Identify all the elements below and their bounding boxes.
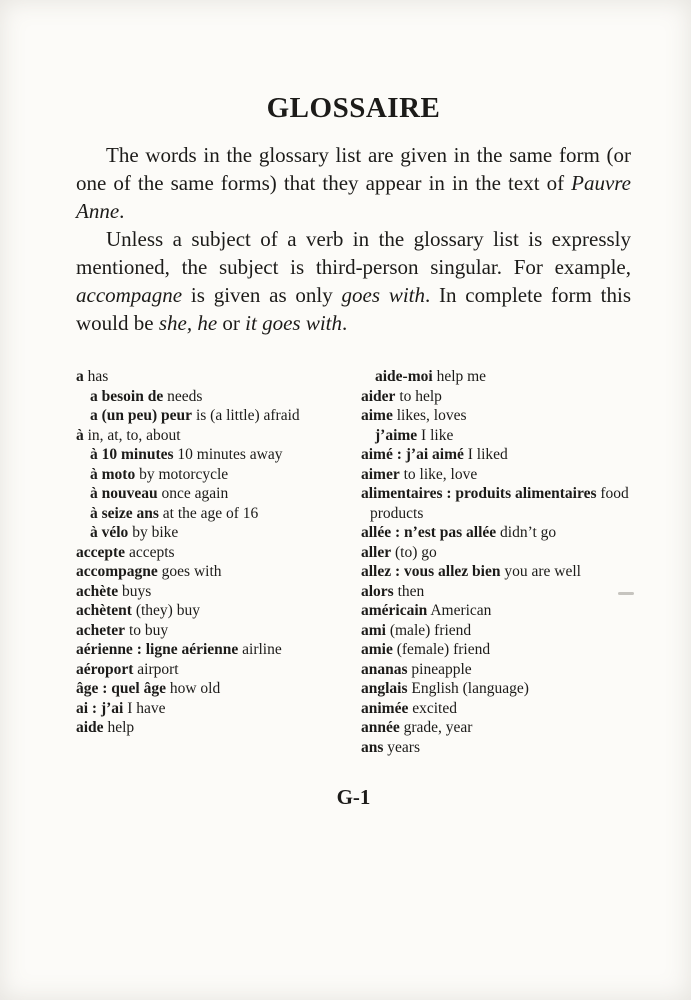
entry-term: âge : quel âge bbox=[76, 680, 166, 697]
italic-text: it goes with bbox=[245, 311, 342, 335]
glossary-entry bbox=[375, 426, 631, 446]
glossary-entry bbox=[76, 543, 341, 563]
entry-term: amie bbox=[361, 641, 393, 658]
entry-definition: to like, love bbox=[399, 465, 478, 483]
entry-term: à bbox=[76, 426, 84, 444]
entry-definition: to buy bbox=[125, 621, 169, 639]
entry-term: allée : n’est pas allée bbox=[361, 524, 497, 541]
glossary-entry bbox=[361, 484, 631, 523]
entry-definition: years bbox=[383, 738, 420, 756]
italic-text: she, he bbox=[158, 311, 218, 335]
body-text: or bbox=[217, 311, 246, 335]
entry-definition: how old bbox=[165, 680, 221, 697]
body-text: The words in the glossary list are given in the same form (or one of the same forms) that they appear in in the text of bbox=[76, 143, 631, 195]
entry-term: accompagne bbox=[76, 563, 158, 580]
entry-term: acheter bbox=[76, 621, 126, 639]
entry-term: aimer bbox=[361, 465, 400, 483]
entry-term: alors bbox=[361, 582, 394, 600]
entry-definition: (male) friend bbox=[385, 621, 472, 639]
glossary-entry bbox=[90, 406, 341, 426]
entry-definition: in, at, to, about bbox=[83, 426, 181, 444]
body-text: . bbox=[119, 199, 125, 223]
glossary-entry bbox=[90, 504, 341, 524]
glossary-entry bbox=[76, 699, 341, 719]
entry-definition: food products bbox=[370, 485, 629, 522]
entry-definition: likes, loves bbox=[392, 407, 467, 424]
glossary-entry bbox=[361, 445, 631, 465]
entry-term: achètent bbox=[76, 602, 132, 619]
entry-term: ans bbox=[361, 738, 384, 756]
scan-edge-mark bbox=[618, 592, 634, 595]
entry-definition: English (language) bbox=[407, 680, 529, 697]
entry-term: allez : vous allez bien bbox=[361, 563, 501, 580]
entry-definition: airline bbox=[238, 641, 282, 658]
entry-definition: grade, year bbox=[399, 719, 473, 736]
glossary-entry bbox=[361, 543, 631, 563]
glossary-column-left bbox=[76, 367, 341, 757]
glossary-entry bbox=[361, 718, 631, 738]
intro-paragraph bbox=[76, 225, 631, 337]
glossary-entry bbox=[76, 426, 341, 446]
glossary-entry bbox=[76, 367, 341, 387]
glossary-entry bbox=[375, 367, 631, 387]
body-text: is given as only bbox=[182, 283, 342, 307]
glossary-column-right bbox=[361, 367, 631, 757]
entry-term: aime bbox=[361, 407, 393, 424]
entry-definition: American bbox=[427, 602, 492, 619]
entry-definition: excited bbox=[408, 699, 457, 717]
italic-text: accompagne bbox=[76, 283, 183, 307]
entry-definition: I liked bbox=[463, 446, 508, 463]
glossary-entry bbox=[361, 640, 631, 660]
entry-definition: you are well bbox=[500, 563, 581, 580]
entry-definition: (to) go bbox=[391, 543, 437, 561]
glossary bbox=[76, 367, 631, 757]
entry-term: américain bbox=[361, 602, 428, 619]
page-title: GLOSSAIRE bbox=[266, 92, 441, 124]
italic-text: Pauvre Anne bbox=[76, 171, 631, 223]
glossary-entry bbox=[90, 465, 341, 485]
glossary-entry bbox=[361, 660, 631, 680]
entry-term: aérienne : ligne aérienne bbox=[76, 641, 239, 658]
entry-term: a bbox=[76, 368, 84, 385]
glossary-entry bbox=[90, 387, 341, 407]
glossary-entry bbox=[361, 387, 631, 407]
intro-section bbox=[76, 141, 631, 337]
entry-term: j’aime bbox=[375, 426, 418, 444]
glossary-entry bbox=[76, 679, 341, 699]
entry-definition: then bbox=[393, 582, 425, 600]
entry-definition: I like bbox=[417, 426, 454, 444]
entry-term: anglais bbox=[361, 680, 408, 697]
glossary-entry bbox=[361, 562, 631, 582]
entry-definition: airport bbox=[133, 660, 179, 678]
glossary-entry bbox=[361, 406, 631, 426]
glossary-entry bbox=[361, 679, 631, 699]
entry-term: aider bbox=[361, 387, 396, 405]
entry-term: aimé : j’ai aimé bbox=[361, 446, 464, 463]
body-text: Unless a subject of a verb in the glossary list is expressly mentioned, the subject is third-person singular. For example, bbox=[76, 227, 631, 279]
entry-term: aéroport bbox=[76, 660, 134, 678]
entry-term: à 10 minutes bbox=[90, 446, 174, 463]
glossary-entry bbox=[90, 523, 341, 543]
entry-definition: by bike bbox=[128, 524, 179, 541]
glossary-entry bbox=[361, 582, 631, 602]
entry-definition: didn’t go bbox=[496, 524, 557, 541]
entry-term: a besoin de bbox=[90, 387, 164, 405]
entry-term: à vélo bbox=[90, 524, 129, 541]
entry-definition: 10 minutes away bbox=[173, 446, 283, 463]
entry-definition: needs bbox=[163, 387, 203, 405]
entry-definition: has bbox=[83, 368, 109, 385]
entry-term: à seize ans bbox=[90, 504, 159, 522]
entry-definition: pineapple bbox=[407, 660, 472, 678]
entry-definition: (female) friend bbox=[392, 641, 491, 658]
glossary-entry bbox=[76, 660, 341, 680]
entry-term: ami bbox=[361, 621, 386, 639]
entry-term: animée bbox=[361, 699, 409, 717]
body-text: . In complete form this would be bbox=[76, 283, 631, 335]
entry-definition: goes with bbox=[157, 563, 222, 580]
entry-term: à nouveau bbox=[90, 485, 158, 502]
entry-term: a (un peu) peur bbox=[90, 407, 193, 424]
glossary-entry bbox=[361, 699, 631, 719]
glossary-entry bbox=[90, 445, 341, 465]
glossary-entry bbox=[76, 582, 341, 602]
glossary-entry bbox=[361, 465, 631, 485]
entry-definition: I have bbox=[123, 699, 166, 717]
entry-term: année bbox=[361, 719, 400, 736]
entry-definition: help bbox=[103, 719, 135, 736]
entry-definition: to help bbox=[395, 387, 442, 405]
entry-term: ai : j’ai bbox=[76, 699, 124, 717]
italic-text: goes with bbox=[341, 283, 425, 307]
glossary-entry bbox=[76, 640, 341, 660]
glossary-entry bbox=[76, 718, 341, 738]
entry-term: ananas bbox=[361, 660, 408, 678]
entry-term: achète bbox=[76, 582, 119, 600]
entry-term: aller bbox=[361, 543, 392, 561]
glossary-entry bbox=[90, 484, 341, 504]
glossary-entry bbox=[76, 562, 341, 582]
entry-term: alimentaires : produits alimentaires bbox=[361, 485, 597, 502]
entry-definition: accepts bbox=[125, 543, 175, 561]
glossary-entry bbox=[361, 601, 631, 621]
entry-definition: at the age of 16 bbox=[158, 504, 259, 522]
page-number: G-1 bbox=[336, 785, 371, 809]
glossary-entry bbox=[76, 621, 341, 641]
glossary-entry bbox=[361, 621, 631, 641]
intro-paragraph bbox=[76, 141, 631, 225]
entry-definition: is (a little) afraid bbox=[192, 407, 300, 424]
body-text: . bbox=[342, 311, 348, 335]
entry-term: accepte bbox=[76, 543, 126, 561]
entry-definition: by motorcycle bbox=[135, 465, 229, 483]
glossary-entry bbox=[76, 601, 341, 621]
entry-term: aide-moi bbox=[375, 368, 433, 385]
glossary-entry bbox=[361, 523, 631, 543]
entry-definition: once again bbox=[157, 485, 229, 502]
entry-definition: help me bbox=[432, 368, 487, 385]
entry-definition: (they) buy bbox=[131, 602, 200, 619]
glossary-entry bbox=[361, 738, 631, 758]
entry-term: aide bbox=[76, 719, 104, 736]
entry-definition: buys bbox=[118, 582, 152, 600]
entry-term: à moto bbox=[90, 465, 136, 483]
